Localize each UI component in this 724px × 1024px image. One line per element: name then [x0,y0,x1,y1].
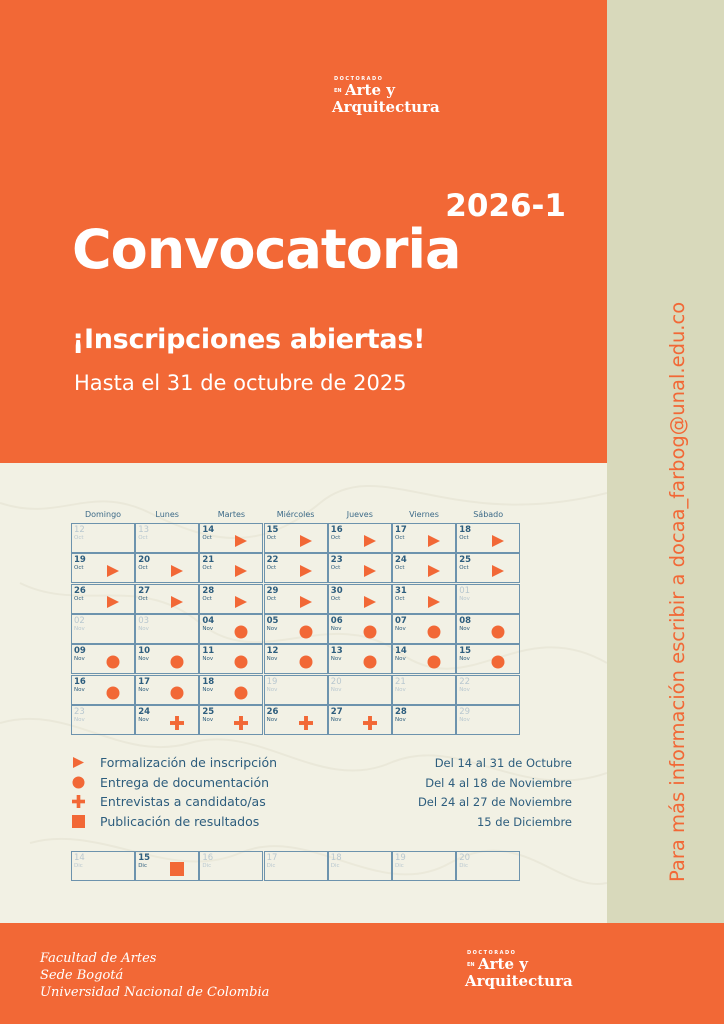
calendar-day [328,614,392,644]
calendar-day [264,644,328,674]
day-number: 22 [266,555,279,566]
day-number: 14 [395,646,407,657]
day-month: Oct [138,595,148,602]
day-month: Nov [330,656,342,663]
circle-icon [299,624,313,638]
day-number: 15 [266,525,279,535]
calendar-day [328,584,392,614]
day-number: 03 [138,615,150,626]
triangle-icon [363,594,377,608]
triangle-icon [234,533,248,547]
circle-icon [106,654,120,668]
day-number: 31 [395,585,407,596]
calendar-day [135,675,199,705]
calendar-day [199,644,263,674]
day-number: 12 [74,525,85,535]
triangle-icon [427,594,441,608]
day-number: 26 [74,585,86,596]
triangle-icon [299,594,313,608]
circle-icon [170,654,184,668]
day-number: 15 [138,853,151,863]
circle-icon [106,685,120,699]
day-month: Dic [202,863,212,869]
calendar-day [264,851,328,881]
circle-icon [234,624,248,638]
day-number: 23 [74,706,85,717]
day-number: 26 [266,706,279,717]
calendar-day [392,553,456,583]
triangle-icon [427,563,441,577]
cross-icon [363,715,377,729]
page-title: Convocatoria [72,218,461,281]
day-number: 22 [459,676,471,687]
day-number: 25 [459,555,472,566]
triangle-icon [106,594,120,608]
day-number: 16 [330,525,343,535]
legend-dates: Del 14 al 31 de Octubre [434,756,572,770]
triangle-icon [106,563,120,577]
day-month: Oct [330,595,341,602]
day-month: Nov [266,656,278,663]
day-month: Nov [395,686,406,693]
calendar-day [392,705,456,735]
day-number: 19 [395,853,406,863]
day-number: 30 [330,585,343,596]
day-month: Oct [395,565,405,572]
day-number: 14 [202,525,215,535]
day-number: 28 [395,706,407,717]
day-month: Nov [74,656,85,663]
weekday-header: Viernes [409,510,439,519]
calendar-day [456,584,520,614]
day-month: Nov [202,625,214,632]
calendar-day [456,675,520,705]
day-month: Oct [459,565,469,572]
day-month: Oct [202,595,212,602]
calendar-day [199,705,263,735]
calendar-day [135,553,199,583]
cross-icon [170,715,184,729]
calendar-day [71,675,135,705]
day-number: 19 [266,676,278,687]
day-number: 24 [138,706,151,717]
logo-line2: Arquitectura [332,98,440,116]
calendar-day [199,675,263,705]
day-number: 17 [266,853,278,863]
day-month: Nov [266,716,278,723]
day-month: Oct [330,565,341,572]
legend-dates: Del 4 al 18 de Noviembre [425,775,572,790]
calendar-day [264,553,328,583]
day-number: 18 [459,525,472,535]
calendar-day [456,614,520,644]
day-number: 18 [330,853,342,863]
triangle-icon [170,594,184,608]
legend-label: Formalización de inscripción [100,755,278,770]
calendar-day [135,644,199,674]
logo-prefix: DOCTORADO [467,950,517,956]
day-number: 16 [202,853,214,863]
calendar-day [71,584,135,614]
day-month: Oct [138,565,148,572]
day-number: 10 [138,646,151,657]
day-month: Nov [202,686,214,693]
day-month: Nov [330,625,342,632]
day-month: Nov [395,716,406,723]
day-number: 15 [459,646,472,657]
calendar-day [71,614,135,644]
weekday-header: Jueves [346,510,373,519]
calendar-day [199,584,263,614]
logo-line1: Arte y [345,81,395,99]
calendar-day [392,644,456,674]
cross-icon [234,715,248,729]
triangle-icon [170,563,184,577]
weekday-header: Sábado [473,510,504,519]
square-icon [72,815,85,828]
day-number: 19 [74,555,86,566]
day-number: 14 [74,853,85,863]
day-number: 13 [138,525,150,535]
contact-email-text: Para más información escribir a docaa_farbog@unal.edu.co [666,301,689,882]
day-number: 24 [395,555,407,566]
day-month: Nov [138,656,149,663]
footer-institution [40,950,269,1001]
day-month: Nov [138,716,149,723]
legend-label: Publicación de resultados [100,813,260,829]
day-number: 20 [330,676,342,687]
day-month: Oct [138,535,148,541]
calendar-day [328,851,392,881]
circle-icon [72,776,85,789]
calendar-day [456,523,520,553]
calendar-day [199,851,263,881]
circle-icon [299,654,313,668]
circle-icon [170,685,184,699]
calendar-day [328,553,392,583]
day-month: Nov [330,686,342,693]
day-number: 02 [74,615,85,626]
day-number: 21 [202,555,215,566]
calendar-day [392,584,456,614]
calendar-day [71,705,135,735]
day-month: Oct [330,535,341,541]
circle-icon [427,624,441,638]
day-month: Nov [138,686,149,693]
day-month: Nov [138,625,149,632]
day-number: 12 [266,646,279,657]
calendar-day [135,851,199,881]
day-month: Nov [459,595,470,602]
day-number: 05 [266,615,279,626]
calendar-day [328,705,392,735]
footer-campus: Sede Bogotá [40,968,124,983]
day-month: Dic [266,863,276,869]
triangle-icon [299,533,313,547]
calendar-day [328,644,392,674]
calendar-day [328,523,392,553]
day-number: 20 [459,853,471,863]
day-number: 18 [202,676,215,687]
day-month: Oct [74,565,84,572]
day-month: Oct [395,595,405,602]
day-month: Oct [266,535,277,541]
day-month: Nov [266,625,278,632]
day-month: Nov [459,625,470,632]
day-month: Oct [202,535,212,541]
day-month: Oct [459,535,469,541]
footer-university: Universidad Nacional de Colombia [40,985,270,1000]
day-month: Oct [74,595,84,602]
calendar-day [71,644,135,674]
day-month: Nov [459,686,470,693]
calendar-day [199,614,263,644]
triangle-icon [427,533,441,547]
calendar-day [328,675,392,705]
calendar-day [71,553,135,583]
logo-en: EN [334,88,342,94]
triangle-icon [363,563,377,577]
day-number: 21 [395,676,406,687]
calendar-day [264,705,328,735]
calendar-day [456,644,520,674]
circle-icon [491,624,505,638]
triangle-icon [72,756,85,769]
day-number: 11 [202,646,215,657]
day-month: Oct [202,565,212,572]
triangle-icon [491,533,505,547]
weekday-header: Lunes [155,510,179,519]
calendar-day [199,553,263,583]
cross-icon [299,715,313,729]
legend-label: Entrega de documentación [100,774,270,790]
calendar-day [199,523,263,553]
calendar-day [71,523,135,553]
day-number: 01 [459,585,471,596]
day-number: 20 [138,555,151,566]
calendar-day [135,584,199,614]
calendar-day [264,675,328,705]
calendar-day [264,614,328,644]
day-month: Nov [395,625,406,632]
legend-label: Entrevistas a candidato/as [100,794,266,809]
cross-icon [72,795,85,808]
calendar-day [264,523,328,553]
day-month: Dic [74,863,83,869]
day-month: Nov [74,716,85,723]
calendar-day [392,675,456,705]
calendar-day [392,614,456,644]
day-month: Dic [138,863,147,869]
circle-icon [234,654,248,668]
triangle-icon [363,533,377,547]
day-month: Dic [459,863,468,869]
day-month: Dic [330,863,340,869]
convocatoria-year: 2026-1 [445,188,566,224]
day-month: Nov [459,716,470,723]
triangle-icon [234,594,248,608]
day-number: 27 [138,585,151,596]
day-number: 23 [330,555,343,566]
circle-icon [427,654,441,668]
day-number: 29 [266,585,279,596]
day-number: 08 [459,615,472,626]
weekday-header: Domingo [84,510,122,519]
deadline-text: Hasta el 31 de octubre de 2025 [74,371,407,395]
day-number: 13 [330,646,343,657]
calendar-day [135,705,199,735]
circle-icon [234,685,248,699]
day-month: Nov [395,656,406,663]
day-number: 29 [459,706,471,717]
circle-icon [363,624,377,638]
day-month: Nov [266,686,278,693]
footer-faculty: Facultad de Artes [40,951,157,966]
day-number: 16 [74,676,86,687]
day-month: Oct [395,535,405,541]
square-icon [170,861,184,875]
triangle-icon [234,563,248,577]
calendar-day [264,584,328,614]
logo-line1: Arte y [478,955,528,973]
day-month: Nov [330,716,342,723]
calendar-day [456,851,520,881]
calendar-day [135,523,199,553]
weekday-header: Miércoles [276,510,315,519]
calendar-day [456,705,520,735]
triangle-icon [299,563,313,577]
circle-icon [491,654,505,668]
day-month: Dic [395,863,404,869]
calendar-day [135,614,199,644]
day-number: 04 [202,615,215,626]
day-number: 09 [74,646,86,657]
calendar-day [71,851,135,881]
day-month: Nov [74,686,85,693]
day-number: 07 [395,615,407,626]
day-number: 06 [330,615,343,626]
day-month: Oct [266,565,277,572]
day-month: Nov [459,656,470,663]
logo-prefix: DOCTORADO [334,76,384,82]
logo-line2: Arquitectura [465,972,573,990]
legend-dates: 15 de Diciembre [476,814,572,829]
circle-icon [363,654,377,668]
day-month: Nov [74,625,85,632]
day-month: Oct [266,595,277,602]
day-number: 27 [330,706,343,717]
day-month: Oct [74,535,84,541]
day-number: 28 [202,585,215,596]
logo-en: EN [467,962,475,968]
day-month: Nov [202,656,214,663]
legend-dates: Del 24 al 27 de Noviembre [417,795,572,809]
open-registration-heading: ¡Inscripciones abiertas! [72,324,426,355]
day-month: Nov [202,716,214,723]
calendar-day [456,553,520,583]
calendar-day [392,523,456,553]
day-number: 17 [395,525,407,535]
triangle-icon [491,563,505,577]
calendar-day [392,851,456,881]
day-number: 17 [138,676,151,687]
day-number: 25 [202,706,215,717]
weekday-header: Martes [217,510,246,519]
